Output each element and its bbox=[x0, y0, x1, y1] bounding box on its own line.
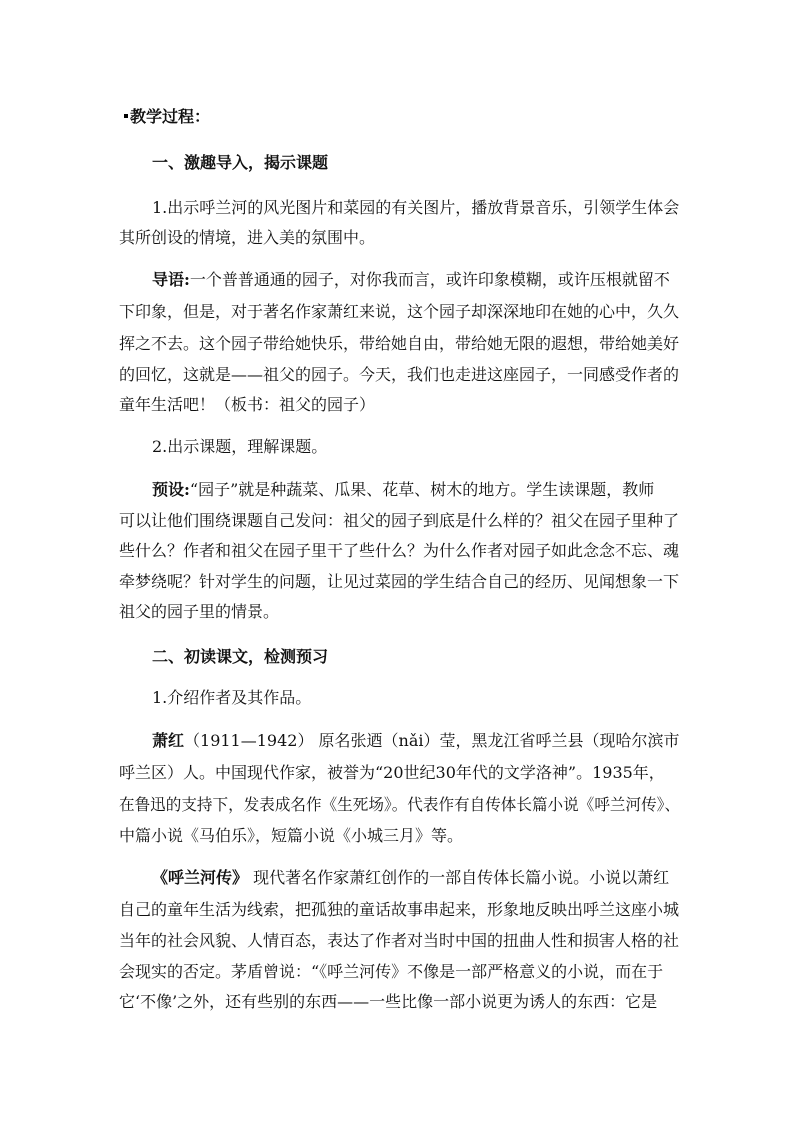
intro-line-4: 的回忆，这就是——祖父的园子。今天，我们也走进这座园子，一同感受作者的 bbox=[119, 365, 680, 384]
para-1-line-1: 1.出示呼兰河的风光图片和菜园的有关图片，播放背景音乐，引领学生体会 bbox=[152, 198, 680, 217]
heading-1: 一、激趣导入，揭示课题 bbox=[152, 153, 329, 172]
para-2: 2.出示课题，理解课题。 bbox=[152, 437, 328, 456]
author-line-1 bbox=[152, 731, 680, 751]
author-line-3: 在鲁迅的支持下，发表成名作《生死场》。代表作有自传体长篇小说《呼兰河传》、 bbox=[119, 795, 681, 814]
para-1-line-2: 其所创设的情境，进入美的氛围中。 bbox=[119, 228, 376, 247]
book-line-3: 当年的社会风貌、人情百态，表达了作者对当时中国的扭曲人性和损害人格的社 bbox=[119, 931, 680, 950]
author-line-4: 中篇小说《马伯乐》，短篇小说《小城三月》等。 bbox=[119, 826, 464, 845]
intro-text-1: 一个普普通通的园子，对你我而言，或许印象模糊，或许压根就留不 bbox=[189, 270, 670, 289]
book-line-4: 会现实的否定。茅盾曾说：“《呼兰河传》不像是一部严格意义的小说，而在于 bbox=[119, 962, 664, 981]
author-lead: 萧红 bbox=[152, 731, 185, 750]
intro-line-2: 下印象，但是，对于著名作家萧红来说，这个园子却深深地印在她的心中，久久 bbox=[119, 302, 680, 321]
intro-lead: 导语: bbox=[152, 270, 190, 289]
book-line-2: 自己的童年生活为线索，把孤独的童话故事串起来，形象地反映出呼兰这座小城 bbox=[119, 900, 680, 919]
book-lead: 《呼兰河传》 bbox=[152, 868, 249, 887]
author-text-1: （1911—1942） 原名张迺（nǎi）莹，黑龙江省呼兰县（现哈尔滨市 bbox=[184, 731, 680, 750]
book-text-1: 现代著名作家萧红创作的一部自传体长篇小说。小说以萧红 bbox=[248, 868, 670, 887]
intro-line-3: 挥之不去。这个园子带给她快乐，带给她自由，带给她无限的遐想，带给她美好 bbox=[119, 334, 680, 353]
preset-line-5: 祖父的园子里的情景。 bbox=[119, 602, 280, 621]
section-title: 教学过程： bbox=[130, 107, 211, 126]
preset-lead: 预设: bbox=[152, 480, 190, 499]
book-line-5: 它‘不像’之外，还有些别的东西——一些比像一部小说更为诱人的东西：它是 bbox=[119, 992, 658, 1011]
preset-line-2: 可以让他们围绕课题自己发问：祖父的园子到底是什么样的？祖父在园子里种了 bbox=[119, 511, 680, 530]
author-line-2: 呼兰区）人。中国现代作家，被誉为“20世纪30年代的文学洛神”。1935年， bbox=[119, 763, 665, 782]
heading-2: 二、初读课文，检测预习 bbox=[152, 647, 329, 666]
preset-line-1 bbox=[152, 480, 654, 500]
intro-line-5: 童年生活吧！（板书：祖父的园子） bbox=[119, 395, 376, 414]
book-line-1 bbox=[152, 868, 669, 888]
preset-line-3: 些什么？作者和祖父在园子里干了些什么？为什么作者对园子如此念念不忘、魂 bbox=[119, 541, 680, 560]
bullet-mark bbox=[124, 114, 128, 118]
preset-line-4: 牵梦绕呢？针对学生的问题，让见过菜园的学生结合自己的经历、见闻想象一下 bbox=[119, 572, 680, 591]
para-3: 1.介绍作者及其作品。 bbox=[152, 688, 312, 707]
preset-text-1: “园子”就是种蔬菜、瓜果、花草、树木的地方。学生读课题，教师 bbox=[189, 480, 655, 499]
intro-line-1 bbox=[152, 270, 670, 290]
